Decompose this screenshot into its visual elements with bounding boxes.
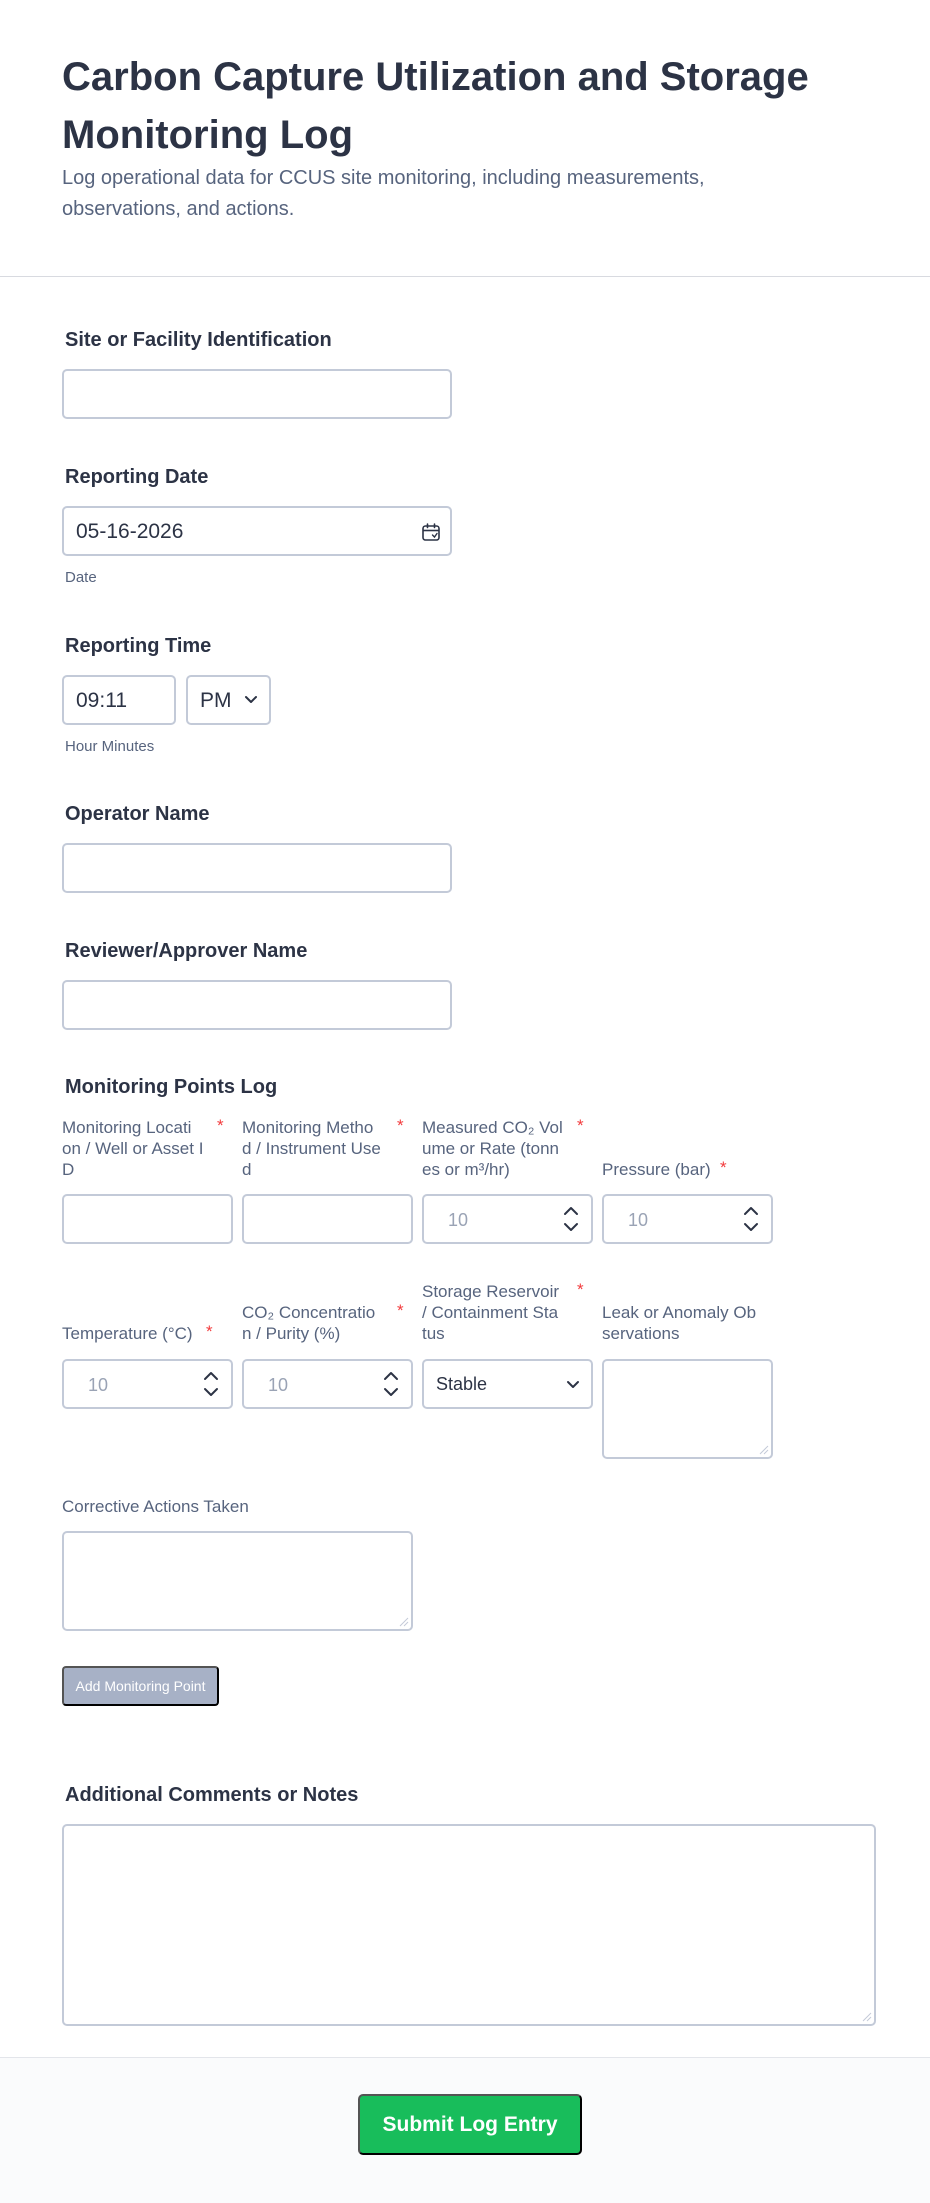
- chevron-down-icon: [566, 1380, 580, 1390]
- ampm-select[interactable]: [186, 675, 271, 725]
- required-marker: *: [397, 1116, 404, 1135]
- additional-comments-label: Additional Comments or Notes: [65, 1784, 359, 1806]
- reporting-time-sublabel: Hour Minutes: [65, 738, 155, 755]
- time-hour-minute-input[interactable]: [62, 675, 176, 725]
- monitoring-method-label: Monitoring Metho d / Instrument Use d: [242, 1118, 381, 1179]
- form-header: [0, 0, 930, 277]
- required-marker: *: [397, 1301, 404, 1320]
- required-marker: *: [206, 1322, 213, 1341]
- additional-comments-textarea[interactable]: [62, 1824, 876, 2026]
- resize-grip-icon[interactable]: [399, 1617, 409, 1627]
- reviewer-name-input[interactable]: [62, 980, 452, 1030]
- monitoring-method-input[interactable]: [242, 1194, 413, 1244]
- measured-volume-label: Measured CO₂ Vol ume or Rate (tonn es or m³/hr): [422, 1118, 563, 1179]
- measured-volume-input[interactable]: [422, 1194, 593, 1244]
- required-marker: *: [577, 1280, 584, 1299]
- reporting-time-label: Reporting Time: [65, 635, 212, 657]
- reporting-date-value: 05-16-2026: [76, 520, 184, 543]
- leak-observations-label: Leak or Anomaly Ob servations: [602, 1303, 757, 1343]
- temperature-placeholder: 10: [88, 1375, 109, 1395]
- number-stepper-icon[interactable]: [202, 1366, 220, 1402]
- ampm-value: PM: [200, 689, 232, 712]
- storage-status-value: Stable: [436, 1374, 488, 1394]
- site-label: Site or Facility Identification: [65, 329, 332, 351]
- reporting-date-sublabel: Date: [65, 569, 97, 586]
- leak-observations-textarea[interactable]: [602, 1359, 773, 1459]
- corrective-actions-textarea[interactable]: [62, 1531, 413, 1631]
- required-marker: *: [217, 1116, 224, 1135]
- page-title: Carbon Capture Utilization and Storage Monitoring Log: [62, 55, 809, 157]
- co2-concentration-label: CO₂ Concentratio n / Purity (%): [242, 1303, 376, 1343]
- chevron-down-icon: [244, 695, 258, 705]
- page-subtitle: Log operational data for CCUS site monitoring, including measurements, observations, and actions.: [62, 167, 705, 220]
- temperature-input[interactable]: [62, 1359, 233, 1409]
- resize-grip-icon[interactable]: [759, 1445, 769, 1455]
- number-stepper-icon[interactable]: [562, 1201, 580, 1237]
- number-stepper-icon[interactable]: [742, 1201, 760, 1237]
- required-marker: *: [577, 1116, 584, 1135]
- add-monitoring-point-button[interactable]: Add Monitoring Point: [62, 1666, 219, 1706]
- reporting-date-input[interactable]: [62, 506, 452, 556]
- reviewer-label: Reviewer/Approver Name: [65, 940, 308, 962]
- resize-grip-icon[interactable]: [862, 2012, 872, 2022]
- required-marker: *: [720, 1158, 727, 1177]
- monitoring-points-title: Monitoring Points Log: [65, 1076, 278, 1098]
- storage-status-select[interactable]: [422, 1359, 593, 1409]
- calendar-icon[interactable]: [421, 522, 441, 542]
- number-stepper-icon[interactable]: [382, 1366, 400, 1402]
- operator-name-input[interactable]: [62, 843, 452, 893]
- submit-log-entry-button[interactable]: Submit Log Entry: [358, 2094, 582, 2155]
- co2-concentration-input[interactable]: [242, 1359, 413, 1409]
- storage-status-label: Storage Reservoir / Containment Sta tus: [422, 1282, 560, 1343]
- pressure-input[interactable]: [602, 1194, 773, 1244]
- time-value: 09:11: [76, 689, 127, 712]
- corrective-actions-label: Corrective Actions Taken: [62, 1497, 249, 1516]
- site-input[interactable]: [62, 369, 452, 419]
- pressure-label: Pressure (bar): [602, 1160, 711, 1179]
- monitoring-location-label: Monitoring Locati on / Well or Asset I D: [62, 1118, 204, 1179]
- concentration-placeholder: 10: [268, 1375, 289, 1395]
- temperature-label: Temperature (°C): [62, 1324, 193, 1343]
- pressure-placeholder: 10: [628, 1210, 649, 1230]
- reporting-date-label: Reporting Date: [65, 466, 209, 488]
- volume-placeholder: 10: [448, 1210, 469, 1230]
- monitoring-location-input[interactable]: [62, 1194, 233, 1244]
- operator-label: Operator Name: [65, 803, 210, 825]
